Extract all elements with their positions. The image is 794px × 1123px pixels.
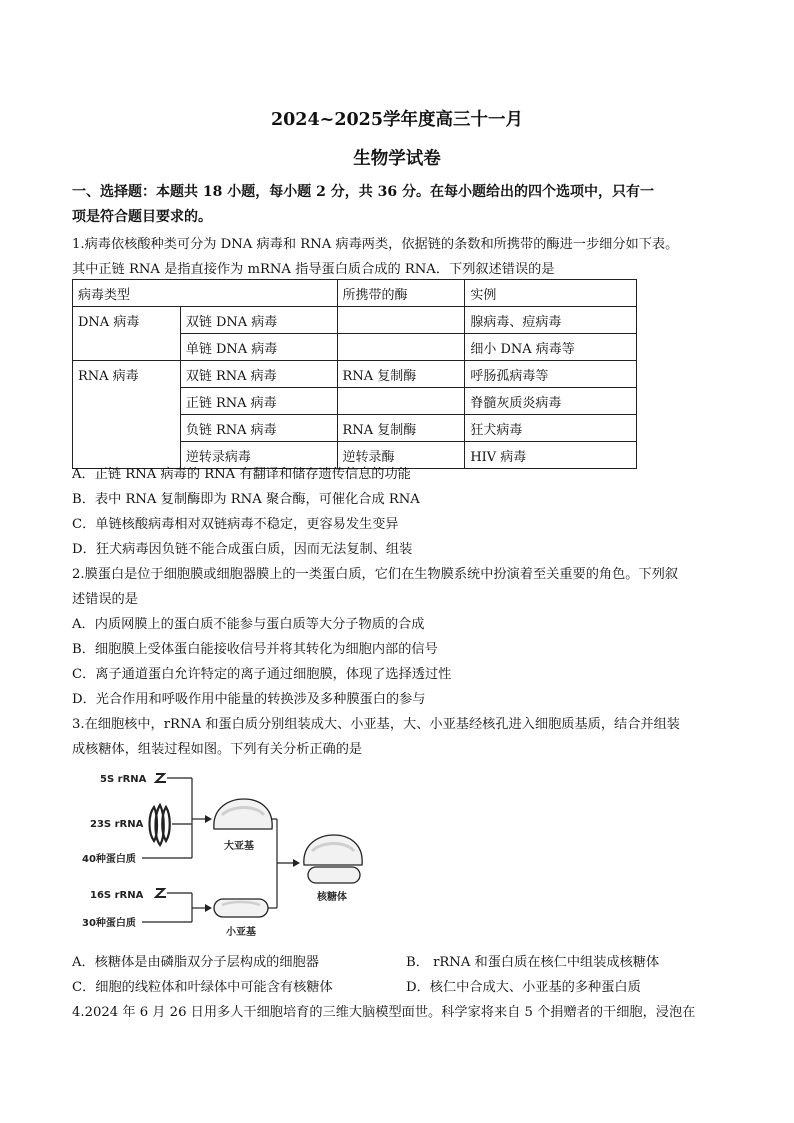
table-cell-enzyme (337, 307, 465, 334)
q2-stem-line1: 2.膜蛋白是位于细胞膜或细胞器膜上的一类蛋白质，它们在生物膜系统中扮演着至关重要的角色。下列叙 (72, 567, 679, 582)
q1-stem-line2: 其中正链 RNA 是指直接作为 mRNA 指导蛋白质合成的 RNA．下列叙述错误的是 (72, 262, 555, 277)
table-header-virus-type: 病毒类型 (73, 280, 338, 307)
q1-option-a: A．正链 RNA 病毒的 RNA 有翻译和储存遗传信息的功能 (72, 467, 411, 482)
label-30-proteins: 30种蛋白质 (82, 918, 136, 929)
arrow-icon (205, 815, 212, 823)
rrna-16s-icon (156, 889, 166, 897)
arrow-icon (293, 859, 300, 867)
table-cell-example: HIV 病毒 (465, 442, 637, 469)
label-ribosome: 核糖体 (317, 892, 347, 903)
table-cell-example: 腺病毒、痘病毒 (465, 307, 637, 334)
label-23s-rrna: 23S rRNA (90, 819, 144, 830)
table-cell-subtype: 正链 RNA 病毒 (180, 388, 337, 415)
table-group-rna: RNA 病毒 (73, 361, 181, 469)
table-cell-subtype: 逆转录病毒 (180, 442, 337, 469)
exam-title-line2: 生物学试卷 (353, 149, 441, 169)
table-cell-subtype: 单链 DNA 病毒 (180, 334, 337, 361)
large-subunit-icon (214, 799, 272, 829)
table-cell-subtype: 双链 RNA 病毒 (180, 361, 337, 388)
rrna-23s-icon (150, 805, 170, 845)
q2-stem-line2: 述错误的是 (72, 592, 138, 607)
table-cell-enzyme: RNA 复制酶 (337, 415, 465, 442)
q3-option-c: C．细胞的线粒体和叶绿体中可能含有核糖体 (72, 980, 333, 995)
table-header-enzyme: 所携带的酶 (337, 280, 465, 307)
table-cell-example: 呼肠孤病毒等 (465, 361, 637, 388)
table-cell-example: 狂犬病毒 (465, 415, 637, 442)
q2-option-c: C．离子通道蛋白允许特定的离子通过细胞膜，体现了选择透过性 (72, 667, 452, 682)
q1-option-b: B．表中 RNA 复制酶即为 RNA 聚合酶，可催化合成 RNA (72, 492, 420, 507)
table-cell-example: 细小 DNA 病毒等 (465, 334, 637, 361)
section-heading-line2: 项是符合题目要求的。 (72, 209, 212, 225)
q1-option-d: D．狂犬病毒因负链不能合成蛋白质，因而无法复制、组装 (72, 542, 413, 557)
table-cell-enzyme (337, 388, 465, 415)
arrow-icon (205, 904, 212, 912)
table-row (73, 361, 637, 388)
table-row (73, 307, 637, 334)
table-cell-example: 脊髓灰质炎病毒 (465, 388, 637, 415)
label-large-subunit: 大亚基 (224, 841, 254, 852)
q1-stem-line1: 1.病毒依核酸种类可分为 DNA 病毒和 RNA 病毒两类，依据链的条数和所携带的酶进一步细分如下表。 (72, 237, 679, 252)
q3-option-d: D．核仁中合成大、小亚基的多种蛋白质 (406, 980, 641, 995)
table-header-row (73, 280, 637, 307)
ribosome-icon (304, 835, 362, 883)
q1-option-c: C．单链核酸病毒相对双链病毒不稳定，更容易发生变异 (72, 517, 399, 532)
label-16s-rrna: 16S rRNA (90, 890, 144, 901)
label-40-proteins: 40种蛋白质 (82, 854, 136, 865)
table-cell-enzyme (337, 334, 465, 361)
q2-option-b: B．细胞膜上受体蛋白能接收信号并将其转化为细胞内部的信号 (72, 642, 438, 657)
table-cell-subtype: 双链 DNA 病毒 (180, 307, 337, 334)
q2-option-d: D．光合作用和呼吸作用中能量的转换涉及多种膜蛋白的参与 (72, 692, 426, 707)
exam-title-line1: 2024~2025学年度高三十一月 (270, 110, 524, 130)
table-cell-enzyme: RNA 复制酶 (337, 361, 465, 388)
rrna-5s-icon (156, 774, 166, 782)
label-5s-rrna: 5S rRNA (100, 774, 147, 785)
table-cell-subtype: 负链 RNA 病毒 (180, 415, 337, 442)
table-group-dna: DNA 病毒 (73, 307, 181, 361)
table-cell-enzyme: 逆转录酶 (337, 442, 465, 469)
section-heading-line1: 一、选择题：本题共 18 小题，每小题 2 分，共 36 分。在每小题给出的四个选项中，只有一 (72, 184, 654, 200)
q3-option-a: A．核糖体是由磷脂双分子层构成的细胞器 (72, 955, 319, 970)
small-subunit-icon (214, 899, 268, 917)
table-header-example: 实例 (465, 280, 637, 307)
label-small-subunit: 小亚基 (226, 927, 256, 937)
q4-stem-line1: 4.2024 年 6 月 26 日用多人干细胞培育的三维大脑模型面世。科学家将来自 5 个捐赠者的干细胞，浸泡在 (72, 1005, 696, 1020)
q3-option-b: B． rRNA 和蛋白质在核仁中组装成核糖体 (406, 955, 660, 970)
q3-stem-line2: 成核糖体，组装过程如图。下列有关分析正确的是 (72, 742, 363, 757)
q3-stem-line1: 3.在细胞核中，rRNA 和蛋白质分别组装成大、小亚基，大、小亚基经核孔进入细胞质基质，结合并组装 (72, 717, 680, 732)
ribosome-assembly-figure (72, 767, 402, 937)
q2-option-a: A．内质网膜上的蛋白质不能参与蛋白质等大分子物质的合成 (72, 617, 425, 632)
virus-classification-table (72, 279, 637, 469)
